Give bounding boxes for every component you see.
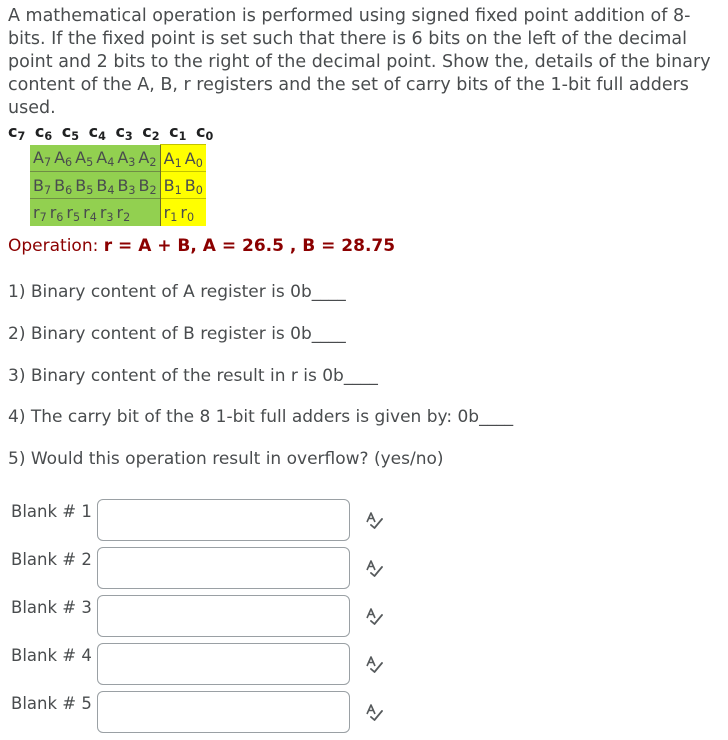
register-bit: $r_5$ xyxy=(66,202,81,224)
operation-label: Operation: xyxy=(8,236,104,256)
register-bit: $A_2$ xyxy=(138,148,157,170)
carry-bit-4: $c_4$ xyxy=(88,122,106,143)
carry-bit-6: $c_6$ xyxy=(34,122,53,143)
spell-check-icon[interactable] xyxy=(364,510,384,530)
register-bit: $B_4$ xyxy=(96,175,115,197)
operation-line xyxy=(8,236,395,256)
register-fraction-part xyxy=(160,199,206,226)
carry-bit-5: $c_5$ xyxy=(61,122,79,143)
carry-bits-row xyxy=(8,122,213,141)
register-fraction-part xyxy=(160,172,206,199)
question-text: A mathematical operation is performed using signed fixed point addition of 8-bits. If the fixed point is set such that there is 6 bits on the left of the decimal point and 2 bits to the right of the decimal point. Show the, details of the binary content of the A, B, r registers and the set of carry bits of the 1-bit full adders used. xyxy=(8,6,711,118)
register-integer-part xyxy=(30,145,160,172)
carry-bit-2: $c_2$ xyxy=(142,122,160,143)
register-bit: $A_5$ xyxy=(75,148,94,170)
spell-check-icon[interactable] xyxy=(364,558,384,578)
carry-bit-7: $c_7$ xyxy=(8,122,26,143)
register-bit: $A_7$ xyxy=(33,148,52,170)
blank-label-3: Blank # 3 xyxy=(11,598,92,617)
blank-input-1[interactable] xyxy=(97,499,350,541)
question-item-2: 2) Binary content of B register is 0b____ xyxy=(8,324,346,344)
register-bit: $A_1$ xyxy=(163,148,182,170)
question-item-3: 3) Binary content of the result in r is 0b____ xyxy=(8,366,378,386)
register-integer-part xyxy=(30,172,160,199)
spell-check-icon[interactable] xyxy=(364,654,384,674)
register-bit: $A_3$ xyxy=(117,148,136,170)
register-row-A xyxy=(30,145,206,172)
blank-label-1: Blank # 1 xyxy=(11,502,92,521)
blank-label-2: Blank # 2 xyxy=(11,550,92,569)
register-table xyxy=(30,144,206,226)
blank-input-2[interactable] xyxy=(97,547,350,589)
register-bit: $B_7$ xyxy=(33,175,52,197)
register-bit: $r_0$ xyxy=(180,202,195,224)
register-bit: $A_0$ xyxy=(184,148,203,170)
register-bit: $r_7$ xyxy=(33,202,47,224)
blank-input-3[interactable] xyxy=(97,595,350,637)
carry-bit-0: $c_0$ xyxy=(196,122,214,143)
register-bit: $B_0$ xyxy=(184,175,203,197)
question-item-1: 1) Binary content of A register is 0b____ xyxy=(8,282,346,302)
blank-input-4[interactable] xyxy=(97,643,350,685)
register-bit: $B_3$ xyxy=(117,175,136,197)
register-bit: $B_2$ xyxy=(138,175,157,197)
operation-expression: r = A + B, A = 26.5 , B = 28.75 xyxy=(103,236,396,256)
register-bit: $r_1$ xyxy=(163,202,178,224)
register-integer-part xyxy=(30,199,160,226)
register-bit: $A_6$ xyxy=(54,148,73,170)
register-fraction-part xyxy=(160,145,206,172)
register-bit: $A_4$ xyxy=(96,148,115,170)
register-row-r xyxy=(30,199,206,226)
register-bit: $r_3$ xyxy=(99,202,114,224)
spell-check-icon[interactable] xyxy=(364,702,384,722)
question-item-4: 4) The carry bit of the 8 1-bit full adders is given by: 0b____ xyxy=(8,407,514,427)
register-bit: $B_1$ xyxy=(163,175,182,197)
carry-bit-3: $c_3$ xyxy=(115,122,133,143)
blank-input-5[interactable] xyxy=(97,691,350,733)
spell-check-icon[interactable] xyxy=(364,606,384,626)
register-bit: $B_5$ xyxy=(75,175,94,197)
register-row-B xyxy=(30,172,206,199)
register-bit: $r_4$ xyxy=(83,202,97,224)
blank-label-5: Blank # 5 xyxy=(11,694,92,713)
register-bit: $r_2$ xyxy=(116,202,131,224)
blank-label-4: Blank # 4 xyxy=(11,646,92,665)
carry-bit-1: $c_1$ xyxy=(169,122,187,143)
register-bit: $r_6$ xyxy=(49,202,64,224)
question-item-5: 5) Would this operation result in overflow? (yes/no) xyxy=(8,449,444,469)
register-bit: $B_6$ xyxy=(54,175,73,197)
